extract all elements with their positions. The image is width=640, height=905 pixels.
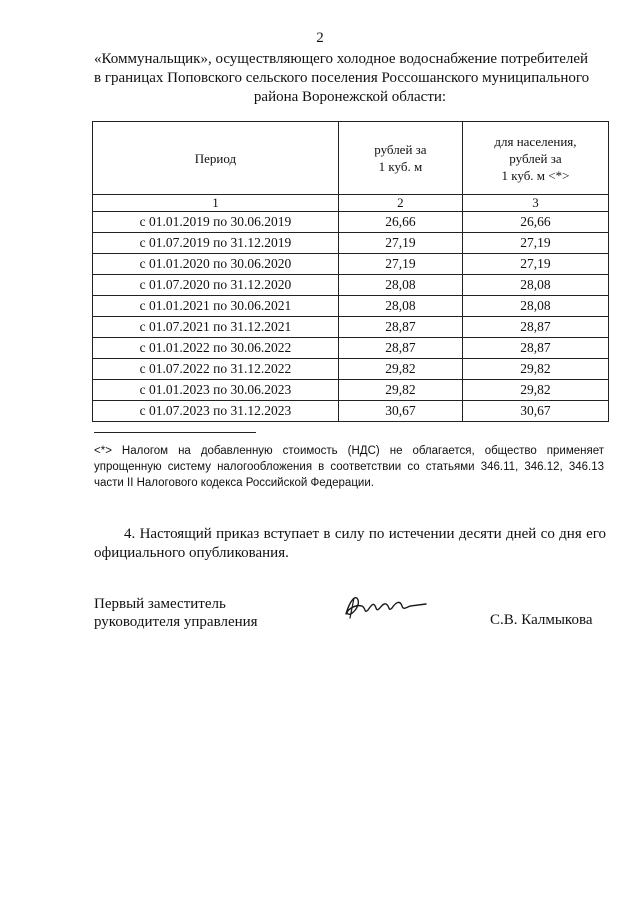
cell-rate: 29,82 bbox=[338, 380, 462, 401]
cell-rate-population: 29,82 bbox=[462, 380, 608, 401]
cell-rate-population: 30,67 bbox=[462, 401, 608, 422]
cell-rate: 28,87 bbox=[338, 317, 462, 338]
header-rate-population bbox=[462, 122, 608, 195]
header-period-text: Период bbox=[194, 150, 237, 166]
cell-rate-population: 28,08 bbox=[462, 296, 608, 317]
table-row bbox=[93, 359, 609, 380]
cell-rate: 26,66 bbox=[338, 212, 462, 233]
cell-rate: 27,19 bbox=[338, 233, 462, 254]
column-number-row bbox=[93, 195, 609, 212]
signatory-name: С.В. Калмыкова bbox=[490, 612, 593, 628]
clause-4: 4. Настоящий приказ вступает в силу по истечении десяти дней со дня его официального опубликования. bbox=[94, 526, 606, 561]
table-row bbox=[93, 254, 609, 275]
cell-period: с 01.07.2020 по 31.12.2020 bbox=[93, 275, 339, 296]
cell-rate-population: 28,08 bbox=[462, 275, 608, 296]
table-row bbox=[93, 212, 609, 233]
cell-rate-population: 28,87 bbox=[462, 338, 608, 359]
cell-period: с 01.07.2023 по 31.12.2023 bbox=[93, 401, 339, 422]
cell-period: с 01.01.2019 по 30.06.2019 bbox=[93, 212, 339, 233]
handwritten-signature bbox=[340, 590, 430, 624]
page-number: 2 bbox=[316, 30, 324, 46]
footnote-divider bbox=[94, 432, 256, 433]
column-number: 1 bbox=[93, 195, 339, 212]
column-number: 2 bbox=[338, 195, 462, 212]
table-row bbox=[93, 275, 609, 296]
table-row bbox=[93, 338, 609, 359]
table-header-row bbox=[93, 122, 609, 195]
cell-rate: 28,08 bbox=[338, 296, 462, 317]
intro-line: района Воронежской области: bbox=[253, 89, 447, 105]
signatory-title-line: Первый заместитель bbox=[94, 596, 226, 612]
intro-line: в границах Поповского сельского поселения Россошанского муниципального bbox=[94, 70, 590, 86]
intro-line: «Коммунальщик», осуществляющего холодное водоснабжение потребителей bbox=[94, 51, 589, 67]
cell-rate-population: 27,19 bbox=[462, 254, 608, 275]
header-rate-population-text: для населения, рублей за 1 куб. м <*> bbox=[494, 133, 577, 183]
cell-rate: 30,67 bbox=[338, 401, 462, 422]
cell-period: с 01.01.2021 по 30.06.2021 bbox=[93, 296, 339, 317]
signatory-title-line: руководителя управления bbox=[94, 614, 258, 630]
table-row bbox=[93, 296, 609, 317]
cell-rate: 27,19 bbox=[338, 254, 462, 275]
cell-period: с 01.07.2022 по 31.12.2022 bbox=[93, 359, 339, 380]
cell-rate-population: 27,19 bbox=[462, 233, 608, 254]
cell-period: с 01.01.2022 по 30.06.2022 bbox=[93, 338, 339, 359]
cell-rate-population: 28,87 bbox=[462, 317, 608, 338]
table-row bbox=[93, 233, 609, 254]
cell-rate-population: 29,82 bbox=[462, 359, 608, 380]
header-rate-text: рублей за 1 куб. м bbox=[374, 142, 427, 174]
cell-rate: 29,82 bbox=[338, 359, 462, 380]
table-row bbox=[93, 380, 609, 401]
tariff-table bbox=[92, 121, 609, 422]
cell-period: с 01.01.2020 по 30.06.2020 bbox=[93, 254, 339, 275]
table-row bbox=[93, 317, 609, 338]
cell-rate: 28,08 bbox=[338, 275, 462, 296]
footnote: <*> Налогом на добавленную стоимость (НДС) не облагается, общество применяет упрощенную систему налогообложения в соответствии со статьями 346.11, 346.12, 346.13 части II Налогового кодекса Российской Федерации. bbox=[94, 445, 604, 489]
signatory-title bbox=[94, 595, 258, 631]
cell-period: с 01.01.2023 по 30.06.2023 bbox=[93, 380, 339, 401]
cell-period: с 01.07.2021 по 31.12.2021 bbox=[93, 317, 339, 338]
column-number: 3 bbox=[462, 195, 608, 212]
intro-paragraph bbox=[94, 50, 606, 107]
header-period bbox=[93, 122, 339, 195]
header-rate bbox=[338, 122, 462, 195]
table-row bbox=[93, 401, 609, 422]
cell-period: с 01.07.2019 по 31.12.2019 bbox=[93, 233, 339, 254]
cell-rate: 28,87 bbox=[338, 338, 462, 359]
cell-rate-population: 26,66 bbox=[462, 212, 608, 233]
